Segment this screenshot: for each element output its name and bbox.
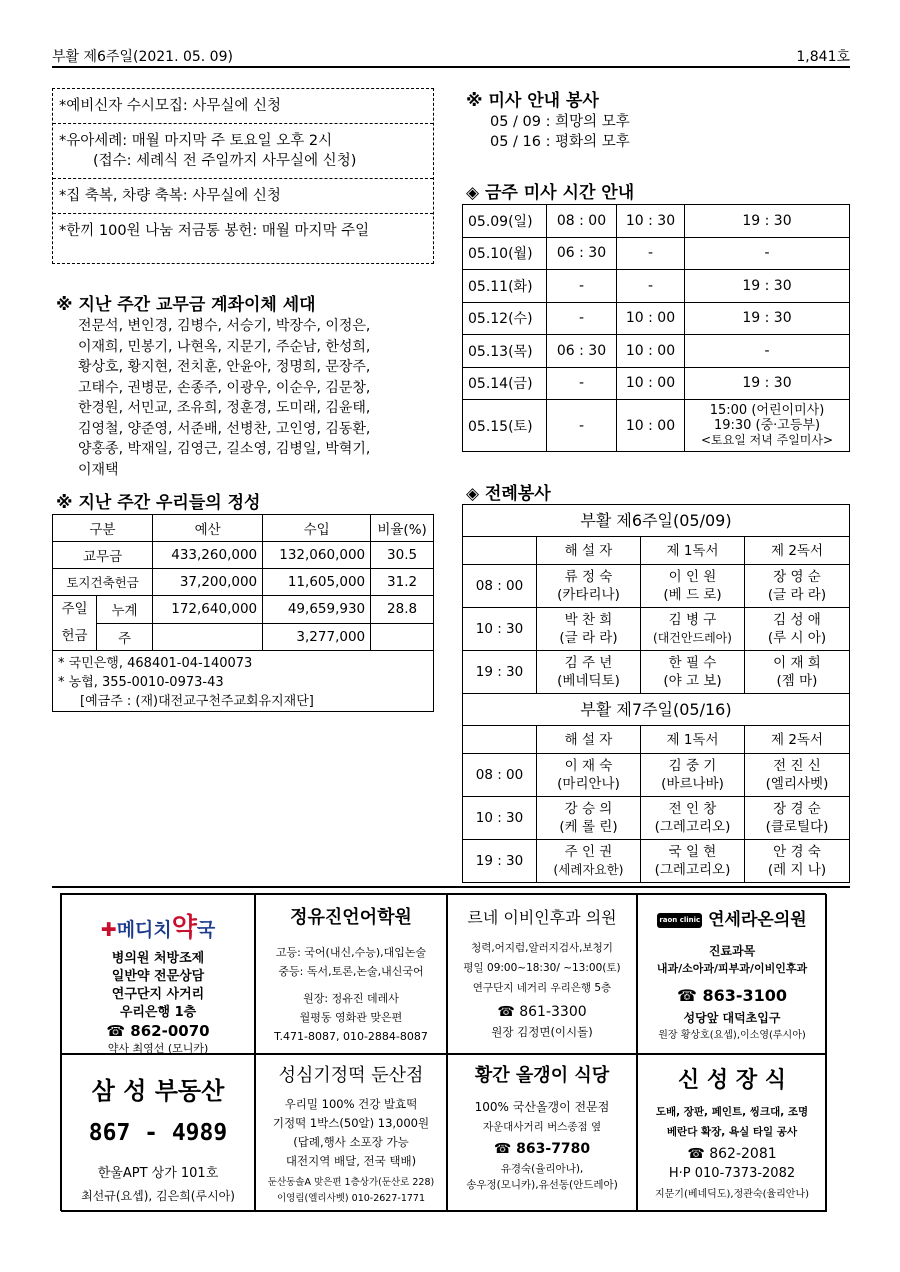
finance-table: 구분 예산 수입 비율(%) 교무금 433,260,000 132,060,000 30.5 토지건축헌금 37,200,000 11,605,000 31.2 주일 헌금 누계 172,640,000 49,659,930 28.8 주 3,277,000 bbox=[52, 514, 434, 651]
ad-interior: 신 성 장 식 도배, 장판, 페인트, 씽크대, 조명 베란다 확장, 욕실 타일 공사 ☎ 862-2081 H·P 010-7373-2082 지문기(베네딕도),정관숙(율리안나) bbox=[637, 1054, 827, 1212]
table-row: 10 : 30 강 승 의 (케 롤 린) 전 인 창 (그레고리오) 장 경 순 (클로틸다) bbox=[463, 797, 850, 840]
ad-ent-clinic: 르네 이비인후과 의원 청력,어지럼,알러지검사,보청기 평일 09:00~18:30/ ~13:00(토) 연구단지 네거리 우리은행 5층 ☎ 861-3300 원장 김정면(이시돌) bbox=[447, 894, 637, 1054]
page-header bbox=[52, 44, 850, 68]
ad-restaurant: 황간 올갱이 식당 100% 국산올갱이 전문점 자운대사거리 버스종점 옆 ☎ 863-7780 유경숙(율리아나), 송우정(모니카),유선동(안드레아) bbox=[447, 1054, 637, 1212]
notice-item: *유아세례: 매월 마지막 주 토요일 오후 2시 (접수: 세례식 전 주일까지 사무실에 신청) bbox=[53, 124, 433, 179]
table-row: 08 : 00 류 정 숙 (카타리나) 이 인 원 (베 드 로) 장 영 순 (글 라 라) bbox=[463, 565, 850, 608]
table-row: 05.10(월) 06 : 30 - - bbox=[463, 237, 850, 270]
notice-item: *예비신자 수시모집: 사무실에 신청 bbox=[53, 89, 433, 124]
table-row: 05.14(금) - 10 : 00 19 : 30 bbox=[463, 367, 850, 400]
ad-academy: 정유진언어학원 고등: 국어(내신,수능),대입논술 중등: 독서,토론,논술,내신국어 원장: 정유진 데레사 월평동 영화관 맞은편 T.471-8087, 010-2884-8087 bbox=[255, 894, 447, 1054]
table-row: 05.09(일) 08 : 00 10 : 30 19 : 30 bbox=[463, 205, 850, 238]
table-row: 19 : 30 주 인 권 (세례자요한) 국 일 현 (그레고리오) 안 경 숙 (레 지 나) bbox=[463, 840, 850, 883]
notice-item: *집 축복, 차량 축복: 사무실에 신청 bbox=[53, 179, 433, 214]
issue-number: 1,841호 bbox=[796, 49, 850, 65]
mass-volunteer-title: ※ 미사 안내 봉사 bbox=[466, 91, 599, 111]
week-title: 부활 제7주일(05/16) bbox=[463, 694, 850, 726]
cross-icon: ✚ bbox=[100, 919, 117, 941]
schedule-title: ◈ 금주 미사 시간 안내 bbox=[466, 183, 635, 203]
table-row: 08 : 00 이 재 숙 (마리안나) 김 중 기 (바르나바) 전 진 신 (엘리사벳) bbox=[463, 754, 850, 797]
ad-section bbox=[60, 893, 826, 1211]
schedule-table bbox=[462, 204, 850, 452]
table-row: 05.12(수) - 10 : 00 19 : 30 bbox=[463, 302, 850, 335]
table-row: 05.11(화) - - 19 : 30 bbox=[463, 270, 850, 303]
finance-title: ※ 지난 주간 우리들의 정성 bbox=[56, 493, 261, 513]
ad-ricecake: 성심기정떡 둔산점 우리밀 100% 건강 발효떡 기정떡 1박스(50알) 13,000원 (답례,행사 소포장 가능 대전지역 배달, 전국 택배) 둔산동솔A 맞은편 1층상가(둔산로 228) 이영림(엘리사벳) 010-2627-1771 bbox=[255, 1054, 447, 1212]
notice-box bbox=[52, 88, 434, 264]
ad-raon-clinic: raon clinic 연세라온의원 진료과목 내과/소아과/피부과/이비인후과 ☎ 863-3100 성당앞 대덕초입구 원장 황상호(요셉),이소영(루시아) bbox=[637, 894, 827, 1054]
pharmacy-name: ✚메디치약국 bbox=[100, 913, 216, 943]
raon-logo-icon: raon clinic bbox=[657, 913, 702, 928]
liturgy-title: ◈ 전례봉사 bbox=[466, 484, 551, 504]
ad-pharmacy: ✚메디치약국 병의원 처방조제 일반약 전문상담 연구단지 사거리 우리은행 1층 ☎ 862-0070 약사 최영선 (모니카) bbox=[61, 894, 255, 1054]
week-title: 부활 제6주일(05/09) bbox=[463, 505, 850, 537]
table-row: 10 : 30 박 찬 희 (글 라 라) 김 병 구 (대건안드레아) 김 성 애 (루 시 아) bbox=[463, 608, 850, 651]
ad-realty: 삼 성 부동산 867 - 4989 한울APT 상가 101호 최선규(요셉), 김은희(루시아) bbox=[61, 1054, 255, 1212]
transfer-title: ※ 지난 주간 교무금 계좌이체 세대 bbox=[56, 295, 316, 315]
table-row: 05.15(토) - 10 : 00 15:00 (어린이미사) 19:30 (중·고등부) <토요일 저녁 주일미사> bbox=[463, 400, 850, 452]
notice-item: *한끼 100원 나눔 저금통 봉헌: 매월 마지막 주일 bbox=[59, 223, 370, 239]
issue-date: 부활 제6주일(2021. 05. 09) bbox=[52, 49, 233, 65]
table-row: 19 : 30 김 주 년 (베네딕토) 한 필 수 (야 고 보) 이 재 희 (젬 마) bbox=[463, 651, 850, 694]
account-info: * 국민은행, 468401-04-140073 * 농협, 355-0010-0973-43 [예금주 : (재)대전교구천주교회유지재단] bbox=[58, 656, 314, 709]
transfer-names: 전문석, 변인경, 김병수, 서승기, 박장수, 이정은, 이재희, 민봉기, 나현옥, 지문기, 주순남, 한성희, 황상호, 황지현, 전치훈, 안윤아, 정명희, 문장주, 고태수, 권병문, 손종주, 이광우, 이순우, 김문창, 한경원, 서민교, 조유희, 정훈경, 도미래, 김윤태, 김영철, 양준영, 서준배, 선병찬, 고인영, 김동환, 양홍종, 박재일, 김영근, 길소영, 김병일, 박혁기, 이재택 bbox=[78, 318, 371, 478]
table-row: 05.13(목) 06 : 30 10 : 00 - bbox=[463, 335, 850, 368]
ad-divider bbox=[52, 886, 850, 888]
liturgy-table: 부활 제6주일(05/09) 해 설 자 제 1독서 제 2독서 08 : 00 류 정 숙 (카타리나) 이 인 원 (베 드 로) 장 영 순 (글 라 라) 10 : 30 박 찬 희 (글 라 라) 김 병 구 (대건안드레아) 김 성 애 (루 시 아) 19 : 30 김 주 년 (베네딕토) 한 필 수 (야 고 보) 이 재 희 (젬 마) 부활 제7주일(05/16) 해 설 자 제 1독서 제 2독서 08 : 00 이 재 숙 (마리안나) 김 중 기 (바르나바) 전 진 신 (엘리사벳) 10 : 30 강 승 의 (케 롤 린) 전 인 창 (그레고리오) 장 경 순 (클로틸다) 19 : 30 주 인 권 (세례자요한) 국 일 현 (그레고리오) 안 경 숙 (레 지 나) bbox=[462, 504, 850, 883]
mass-volunteer-list: 05 / 09 : 희망의 모후 05 / 16 : 평화의 모후 bbox=[490, 114, 630, 150]
